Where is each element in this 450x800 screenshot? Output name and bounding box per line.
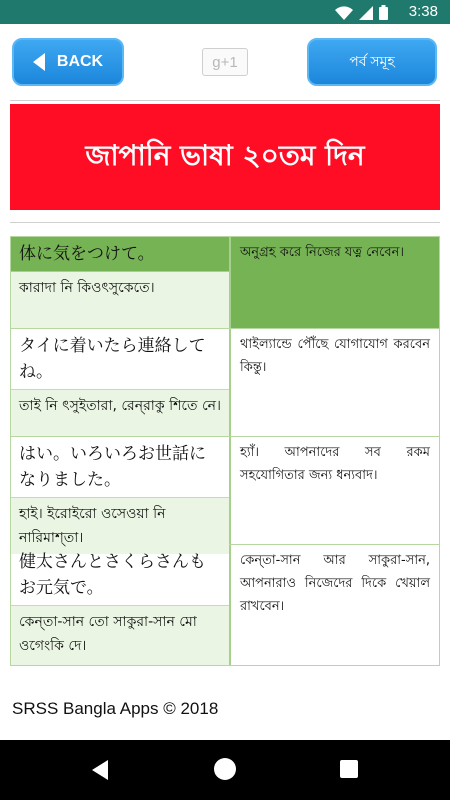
japanese-text: はい。いろいろお世話になりました。 [11,437,229,498]
back-button-label: BACK [56,53,104,70]
episodes-button-label: পর্ব সমূহ [349,53,395,69]
status-time: 3:38 [408,3,438,20]
meaning-text: অনুগ্রহ করে নিজের যত্ন নেবেন। [231,237,439,328]
nav-back-icon[interactable] [92,760,108,780]
banner-divider [10,222,440,223]
pronunciation-text: কারাদা নি কিওৎসুকেতে। [11,272,229,328]
table-row [11,437,439,545]
japanese-text: 健太さんとさくらさんもお元気で。 [11,545,229,606]
phrase-cell [11,437,231,544]
copyright-footer: SRSS Bangla Apps © 2018 [12,699,219,718]
top-divider [10,100,440,101]
meaning-text: থাইল্যান্ডে পৌঁছে যোগাযোগ করবেন কিন্তু। [240,337,430,375]
pronunciation-text: তাই নি ৎসুইতারা, রেন্‌রাকু শিতে নে। [11,390,229,436]
phrase-cell [11,329,231,436]
pronunciation-text: হাই। ইরোইরো ওসেওয়া নি নারিমাশ্‌তা। [11,498,229,554]
google-plus-one-button[interactable]: g+1 [202,48,248,76]
lesson-title: জাপানি ভাষা ২০তম দিন [85,138,365,172]
phrase-cell [11,545,231,665]
status-bar [0,0,450,24]
nav-home-icon[interactable] [214,758,236,780]
phrase-table [10,236,440,666]
japanese-text: 体に気をつけて。 [11,237,229,272]
table-row [11,545,439,665]
back-button[interactable] [12,38,124,86]
wifi-icon [335,6,353,20]
navigation-bar [0,740,450,800]
nav-recents-icon[interactable] [340,760,358,778]
battery-icon [379,5,388,20]
table-row [11,237,439,329]
japanese-text: タイに着いたら連絡してね。 [11,329,229,390]
toolbar [0,24,450,98]
episodes-button[interactable] [307,38,437,86]
phrase-cell [11,237,231,328]
lesson-title-banner [10,104,440,210]
meaning-text: কেন্‌তা-সান আর সাকুরা-সান, আপনারাও নিজেদের দিকে খেয়াল রাখবেন। [240,553,430,614]
status-icons [335,5,388,20]
meaning-text: হ্যাঁ। আপনাদের সব রকম সহযোগিতার জন্য ধন্যবাদ। [240,445,430,483]
table-row [11,329,439,437]
back-arrow-icon [33,53,45,71]
pronunciation-text: কেন্‌তা-সান তো সাকুরা-সান মো ওগেংকি দে। [11,606,229,665]
signal-icon [359,6,373,20]
